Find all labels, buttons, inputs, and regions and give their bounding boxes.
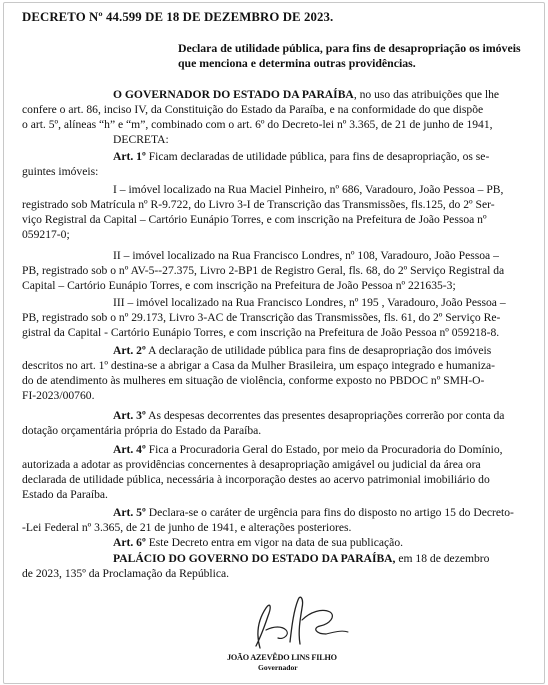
art2-label: Art. 2º [113, 344, 146, 357]
signatory-role: Governador [258, 662, 298, 672]
art2-text: A declaração de utilidade pública para fins de desapropriação dos imóveis [145, 344, 492, 357]
art4-text: Fica a Procuradoria Geral do Estado, por meio da Procuradoria do Domínio, [145, 443, 503, 456]
art2-line-4: FI-2023/00760. [22, 389, 95, 402]
art3-text: As despesas decorrentes das presentes desapropriações correrão por conta da [145, 409, 505, 422]
art3-label: Art. 3º [113, 409, 146, 422]
item-i-line-1: I – imóvel localizado na Rua Maciel Pinheiro, nº 686, Varadouro, João Pessoa – PB, [113, 183, 504, 196]
art6-text: Este Decreto entra em vigor na data de sua publicação. [145, 536, 404, 549]
art1-line-1 [113, 150, 489, 164]
preamble-line-3: o art. 5º, alíneas “h” e “m”, combinado com o art. 6º do Decreto-lei nº 3.365, de 21 de junho de 1941, [22, 118, 493, 131]
decree-title: DECRETO Nº 44.599 DE 18 DE DEZEMBRO DE 2023. [22, 10, 334, 24]
art6-label: Art. 6º [113, 536, 146, 549]
art6-line-1 [113, 536, 403, 550]
art4-line-1 [113, 443, 503, 457]
ementa-line-1: Declara de utilidade pública, para fins de desapropriação os imóveis [178, 41, 521, 55]
art5-line-1 [113, 506, 514, 520]
item-iii-line-2: PB, registrado sob o nº 29.173, Livro 3-AC de Transcrição das Transmissões, fls. 61, do 2º Serviço Re- [22, 311, 501, 324]
item-ii-line-1: II – imóvel localizado na Rua Francisco Londres, nº 108, Varadouro, João Pessoa – [113, 249, 499, 262]
art3-line-1 [113, 409, 504, 423]
item-ii-line-3: Capital – Cartório Eunápio Torres, e com inscrição na Prefeitura de João Pessoa nº 221635-3; [22, 279, 456, 292]
art5-line-2: -Lei Federal nº 3.365, de 21 de junho de 1941, e alterações posteriores. [22, 521, 352, 534]
closing-date: em 18 de dezembro [395, 552, 490, 565]
art2-line-1 [113, 344, 491, 358]
item-iii-line-3: gistral da Capital - Cartório Eunápio Torres, e com inscrição na Prefeitura de João Pessoa nº 059218-8. [22, 326, 500, 339]
closing-line-2: de 2023, 135º da Proclamação da República. [22, 567, 230, 580]
art1-text: Ficam declaradas de utilidade pública, para fins de desapropriação, os se- [145, 150, 490, 163]
item-iii-line-1: III – imóvel localizado na Rua Francisco Londres, nº 195 , Varadouro, João Pessoa – [113, 296, 506, 309]
item-ii-line-2: PB, registrado sob o nº AV-5--27.375, Livro 2-BP1 de Registro Geral, fls. 68, do 2º Serviço Registral da [22, 264, 505, 277]
signatory-name: JOÃO AZEVÊDO LINS FILHO [227, 653, 337, 663]
governor-heading: O GOVERNADOR DO ESTADO DA PARAÍBA [113, 88, 354, 101]
art5-text: Declara-se o caráter de urgência para fins do disposto no artigo 15 do Decreto- [145, 506, 514, 519]
art1-label: Art. 1º [113, 150, 146, 163]
art1-line-2: guintes imóveis: [22, 165, 99, 178]
art2-line-3: do de atendimento às mulheres em situação de violência, conforme exposto no PBDOC nº SMH-O- [22, 374, 485, 387]
closing-line-1 [113, 552, 489, 566]
ementa-line-2: que menciona e determina outras providências. [178, 56, 416, 70]
item-i-line-2: registrado sob Matrícula nº R-9.722, do Livro 3-I de Transcrição das Transmissões, fls.125, do 2º Ser- [22, 198, 495, 211]
preamble-line-1 [113, 88, 499, 102]
palace-heading: PALÁCIO DO GOVERNO DO ESTADO DA PARAÍBA, [113, 552, 396, 565]
art4-label: Art. 4º [113, 443, 146, 456]
decreta-label: DECRETA: [113, 133, 169, 146]
handwritten-signature [230, 590, 370, 650]
art4-line-2: autorizada a adotar as providências concernentes à desapropriação amigável ou judicial da área ora [22, 458, 481, 471]
item-i-line-4: 059217-0; [22, 228, 70, 241]
art3-line-2: dotação orçamentária própria do Estado da Paraíba. [22, 424, 262, 437]
art4-line-4: Estado da Paraíba. [22, 488, 108, 501]
art5-label: Art. 5º [113, 506, 146, 519]
preamble-line-2: confere o art. 86, inciso IV, da Constituição do Estado da Paraíba, e na conformidade do que dispõe [22, 103, 484, 116]
preamble-line-1-rest: , no uso das atribuições que lhe [353, 88, 500, 101]
item-i-line-3: viço Registral da Capital – Cartório Eunápio Torres, e com inscrição na Prefeitura de João Pessoa nº [22, 213, 487, 226]
art4-line-3: declarada de utilidade pública, necessária à incorporação destes ao acervo patrimonial imobiliário do [22, 473, 490, 486]
art2-line-2: descritos no art. 1º destina-se a abrigar a Casa da Mulher Brasileira, um espaço integrado e humaniza- [22, 359, 495, 372]
